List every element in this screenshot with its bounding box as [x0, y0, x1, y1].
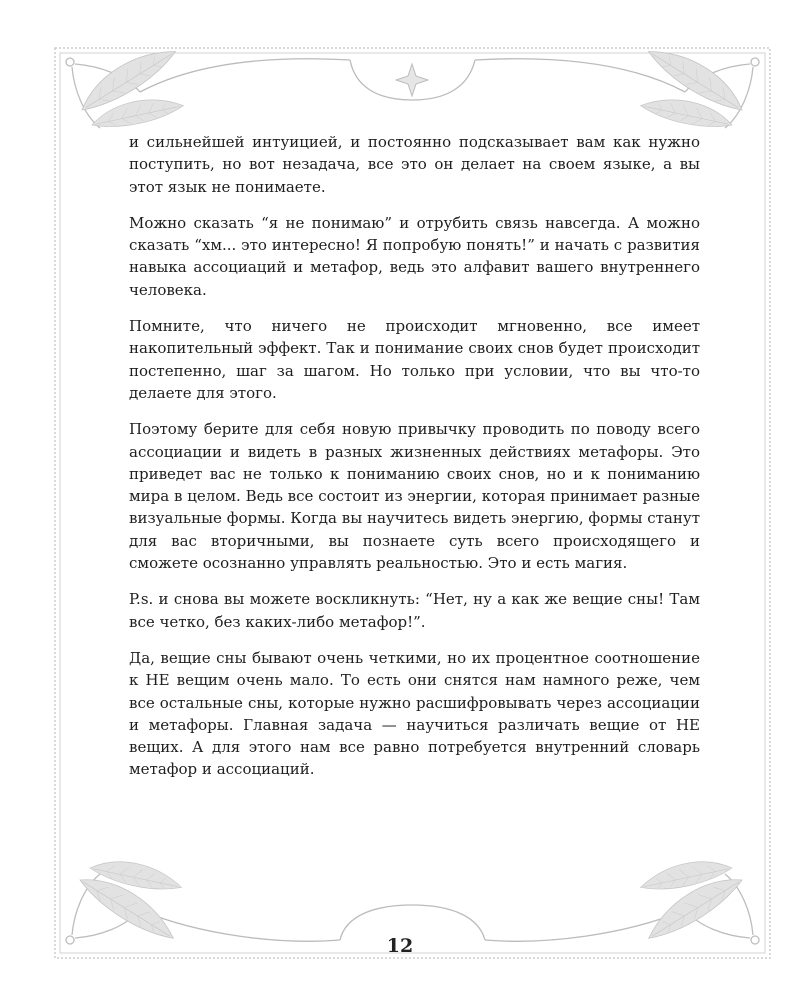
paragraph: Поэтому берите для себя новую привычку проводить по поводу всего ассоциации и видеть в разных жизненных действиях метафоры. Это приведет вас не только к пониманию своих снов, но и к пониманию мира в целом. Ведь все состоит из энергии, которая принимает разные визуальные формы. Когда вы научитесь видеть энергию, формы станут для вас вторичными, вы познаете суть всего происходящего и сможете осознанно управлять реальностью. Это и есть магия. — [129, 420, 700, 573]
leaf-ornament-bottom-right — [638, 854, 748, 946]
page-number: 12 — [386, 935, 414, 957]
paragraph: Помните, что ничего не происходит мгновенно, все имеет накопительный эффект. Так и понимание своих снов будет происходит постепенно, шаг за шагом. Но только при условии, что вы что-то делаете для этого. — [129, 317, 700, 402]
body-text — [129, 131, 700, 795]
star-icon — [396, 64, 428, 96]
leaf-ornament-top-left — [73, 38, 185, 133]
paragraph: Можно сказать “я не понимаю” и отрубить связь навсегда. А можно сказать “хм... это интересно! Я попробую понять!” и начать с развития навыка ассоциаций и метафор, ведь это алфавит вашего внутреннего человека. — [129, 213, 700, 299]
paragraph: P.s. и снова вы можете воскликнуть: “Нет, ну а как же вещие сны! Там все четко, без каких-либо метафор!”. — [129, 590, 700, 631]
leaf-ornament-bottom-left — [75, 854, 185, 946]
paragraph: и сильнейшей интуицией, и постоянно подсказывает вам как нужно поступить, но вот незадача, все это он делает на своем языке, а вы этот язык не понимаете. — [129, 133, 700, 196]
paragraph: Да, вещие сны бывают очень четкими, но их процентное соотношение к НЕ вещим очень мало. То есть они снятся нам намного реже, чем все остальные сны, которые нужно расшифровывать через ассоциации и метафоры. Главная задача — научиться различать вещие от НЕ вещих. А для этого нам все равно потребуется внутренний словарь метафор и ассоциаций. — [129, 648, 700, 779]
